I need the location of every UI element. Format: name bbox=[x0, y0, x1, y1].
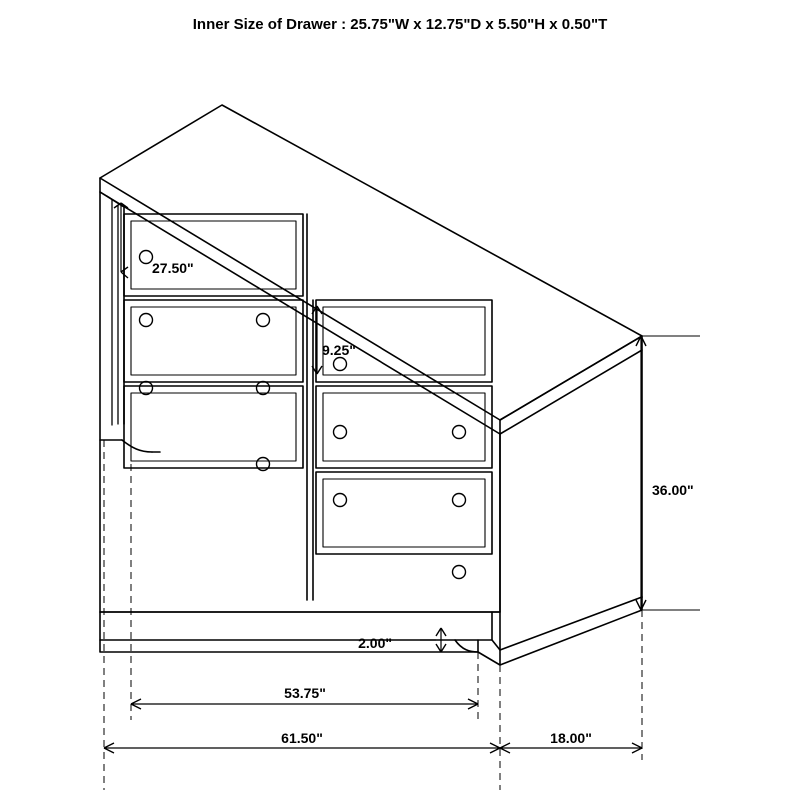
drawer-right-bottom bbox=[316, 472, 492, 579]
label-overall-height: 36.00" bbox=[652, 482, 694, 498]
dim-overall-height bbox=[636, 336, 700, 610]
label-drawer-width: 27.50" bbox=[152, 260, 194, 276]
label-drawer-height: 9.25" bbox=[322, 342, 356, 358]
drawer-left-middle bbox=[124, 300, 303, 382]
dimension-lines bbox=[104, 203, 700, 790]
top-overhang-edge bbox=[100, 192, 500, 424]
page-title: Inner Size of Drawer : 25.75"W x 12.75"D x 5.50"H x 0.50"T bbox=[192, 16, 608, 33]
drawer-right-top bbox=[316, 300, 492, 382]
dresser-front-case bbox=[100, 192, 500, 612]
dresser-right-side-panel bbox=[500, 350, 642, 650]
label-base-height: 2.00" bbox=[358, 635, 392, 651]
label-case-width: 53.75" bbox=[284, 685, 326, 701]
label-overall-width: 61.50" bbox=[281, 730, 323, 746]
drawer-left-bottom bbox=[124, 382, 303, 471]
center-divider bbox=[307, 214, 313, 600]
apron-band bbox=[100, 424, 500, 440]
dresser-plinth bbox=[100, 440, 642, 665]
label-depth: 18.00" bbox=[550, 730, 592, 746]
